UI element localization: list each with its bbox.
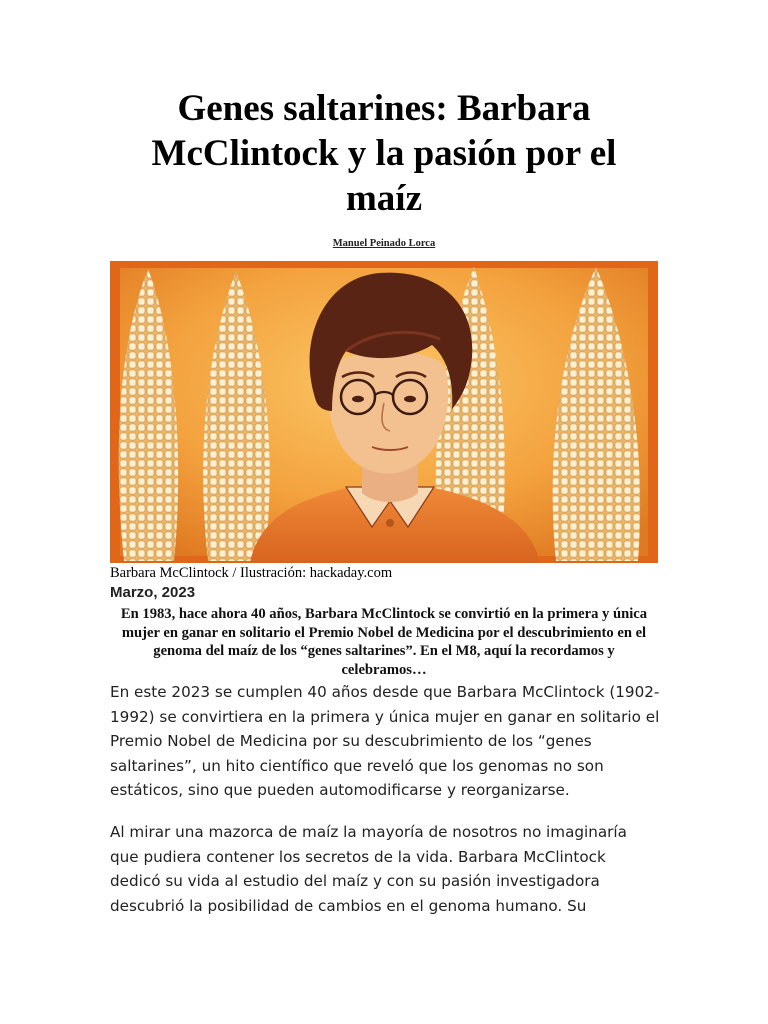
image-caption: Barbara McClintock / Ilustración: hackaday.com [110,565,393,581]
barbara-mcclintock-illustration [110,261,658,563]
body-paragraph-2: Al mirar una mazorca de maíz la mayoría de nosotros no imaginaría que pudiera contener los secretos de la vida. Barbara McClintock dedicó su vida al estudio del maíz y con su pasión investigadora descubrió la posibilidad de cambios en el genoma humano. Su [110,823,627,915]
article-title: Genes saltarines: Barbara McClintock y la pasión por el maíz [151,88,617,219]
publication-date: Marzo, 2023 [110,584,196,601]
article-lead: En 1983, hace ahora 40 años, Barbara McClintock se convirtió en la primera y única mujer en ganar en solitario el Premio Nobel de Medicina por el descubrimiento en el genoma del maíz de los “genes saltarines”. En el M8, aquí la recordamos y celebramos… [120,606,648,678]
author-link[interactable]: Manuel Peinado Lorca [332,238,436,249]
body-paragraph-1: En este 2023 se cumplen 40 años desde que Barbara McClintock (1902-1992) se convirtiera en la primera y única mujer en ganar en solitario el Premio Nobel de Medicina por su descubrimiento de los “genes saltarines”, un hito científico que reveló que los genomas no son estáticos, sino que pueden automodificarse y reorganizarse. [110,683,660,799]
